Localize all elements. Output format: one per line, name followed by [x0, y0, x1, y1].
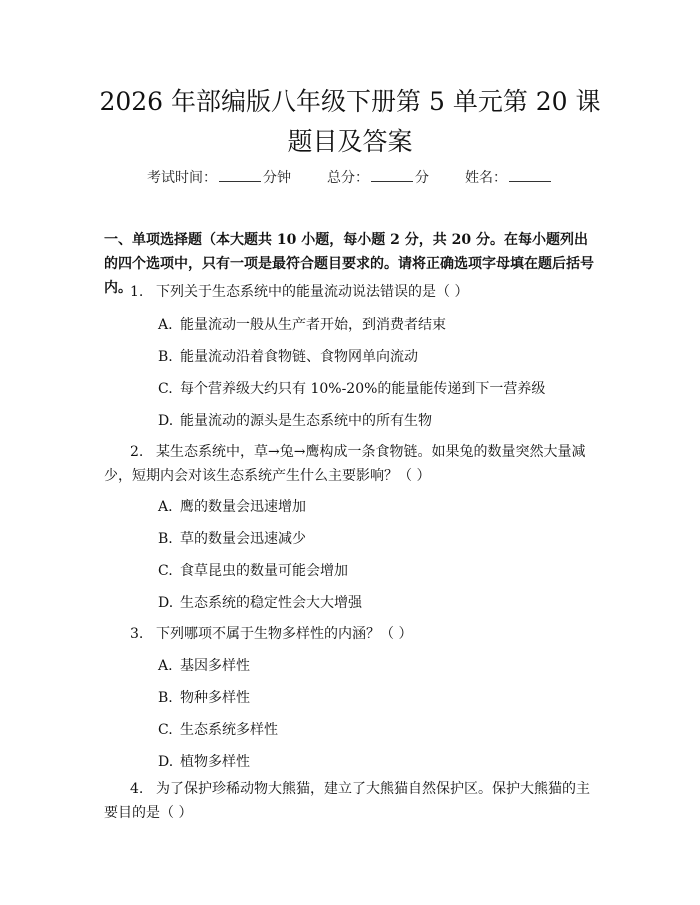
question-1-option-b [158, 347, 598, 367]
exam-info-row [0, 167, 700, 187]
question-1-option-a [158, 315, 598, 335]
question-3-option-c [158, 720, 598, 740]
option-letter: A. [158, 317, 173, 333]
question-2 [104, 440, 600, 488]
option-letter: B. [158, 349, 173, 365]
question-1-option-c [158, 379, 598, 399]
option-letter: D. [158, 595, 174, 611]
title-line-1: 2026 年部编版八年级下册第 5 单元第 20 课 [99, 87, 601, 116]
option-text: 草的数量会迅速减少 [180, 531, 306, 547]
question-number: 1. [130, 284, 144, 300]
question-stem: 下列关于生态系统中的能量流动说法错误的是（ ） [156, 284, 469, 300]
question-3 [104, 622, 600, 646]
option-letter: D. [158, 413, 174, 429]
exam-score [327, 167, 429, 187]
exam-score-label: 总分： [327, 170, 369, 186]
option-text: 能量流动一般从生产者开始，到消费者结束 [180, 317, 446, 333]
question-2-option-b [158, 529, 598, 549]
question-3-option-d [158, 752, 598, 772]
page-title [60, 82, 640, 162]
option-text: 每个营养级大约只有 10%-20%的能量能传递到下一营养级 [180, 381, 546, 397]
option-text: 生态系统的稳定性会大大增强 [180, 595, 362, 611]
option-text: 鹰的数量会迅速增加 [180, 499, 306, 515]
question-2-option-c [158, 561, 598, 581]
question-number: 2. [130, 444, 144, 460]
question-2-option-d [158, 593, 598, 613]
question-1-option-d [158, 411, 598, 431]
exam-score-unit: 分 [415, 170, 429, 186]
option-letter: A. [158, 499, 173, 515]
exam-time-label: 考试时间： [147, 170, 217, 186]
option-letter: B. [158, 531, 173, 547]
option-letter: C. [158, 722, 173, 738]
question-3-option-b [158, 688, 598, 708]
question-1 [104, 280, 600, 304]
option-letter: D. [158, 754, 174, 770]
section-heading: 一、单项选择题（本大题共 10 小题，每小题 2 分，共 20 分。在每小题列出的四个选项中，只有一项是最符合题目要求的。请将正确选项字母填在题后括号内。 [104, 232, 594, 296]
option-text: 能量流动沿着食物链、食物网单向流动 [180, 349, 418, 365]
option-text: 食草昆虫的数量可能会增加 [180, 563, 348, 579]
question-4 [104, 777, 600, 825]
option-text: 植物多样性 [180, 754, 250, 770]
option-letter: A. [158, 658, 173, 674]
option-letter: C. [158, 563, 173, 579]
option-text: 物种多样性 [180, 690, 250, 706]
question-number: 4. [130, 781, 144, 797]
option-letter: B. [158, 690, 173, 706]
exam-name-label: 姓名： [465, 170, 507, 186]
title-line-2: 题目及答案 [287, 127, 413, 156]
exam-time [147, 167, 291, 187]
question-number: 3. [130, 626, 144, 642]
option-text: 基因多样性 [180, 658, 250, 674]
option-letter: C. [158, 381, 173, 397]
exam-name [465, 167, 553, 187]
exam-score-blank [371, 169, 413, 182]
question-stem: 下列哪项不属于生物多样性的内涵？（ ） [156, 626, 413, 642]
question-3-option-a [158, 656, 598, 676]
question-stem: 为了保护珍稀动物大熊猫，建立了大熊猫自然保护区。保护大熊猫的主要目的是（ ） [104, 781, 590, 821]
question-stem: 某生态系统中，草→兔→鹰构成一条食物链。如果兔的数量突然大量减少，短期内会对该生态系统产生什么主要影响？（ ） [104, 444, 586, 484]
option-text: 生态系统多样性 [180, 722, 278, 738]
question-2-option-a [158, 497, 598, 517]
exam-name-blank [509, 169, 551, 182]
exam-time-unit: 分钟 [263, 170, 291, 186]
exam-time-blank [219, 169, 261, 182]
option-text: 能量流动的源头是生态系统中的所有生物 [180, 413, 432, 429]
